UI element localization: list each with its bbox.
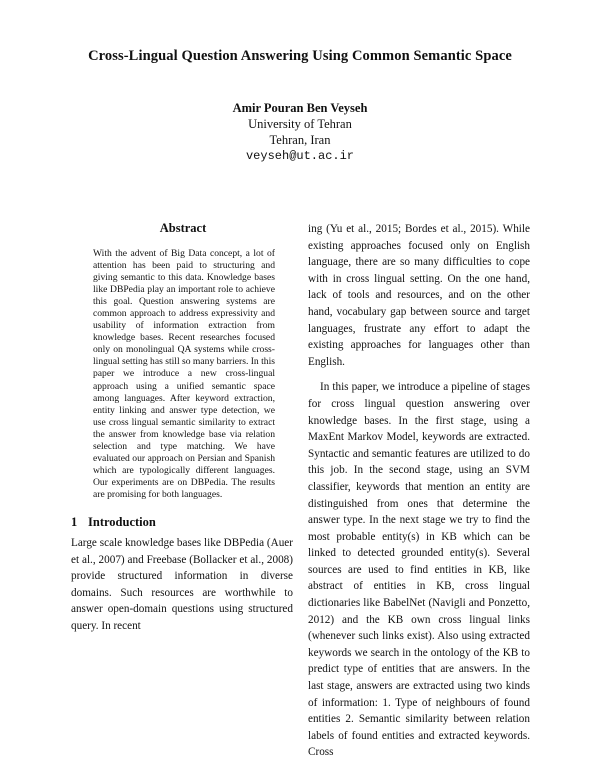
abstract-heading: Abstract xyxy=(159,221,207,235)
body-paragraph-continued: ing (Yu et al., 2015; Bordes et al., 2015). While existing approaches focused only on English language, there are so many difficulties to cope with in cross lingual setting. On the one hand, lack of tools and resources, and on the other hand, vocabulary gap between source and target languages, frustrate any effort to adapt the existing approaches for languages other than English. xyxy=(308,223,530,368)
author-block xyxy=(0,100,600,164)
paper-title: Cross-Lingual Question Answering Using Common Semantic Space xyxy=(88,48,512,64)
introduction-paragraph-1: Large scale knowledge bases like DBPedia (Auer et al., 2007) and Freebase (Bollacker et al., 2008) provide structured information in diverse domains. Such resources are worthwhile to answer open-domain questions using structured query. In recent xyxy=(71,537,293,632)
introduction-left-column xyxy=(71,535,293,635)
right-column xyxy=(308,221,530,761)
author-name: Amir Pouran Ben Veyseh xyxy=(232,101,368,115)
author-email: veyseh@ut.ac.ir xyxy=(245,149,355,163)
section-title: Introduction xyxy=(88,515,156,529)
body-paragraph-pipeline: In this paper, we introduce a pipeline of stages for cross lingual question answering over knowledge bases. In the first stage, using a MaxEnt Markov Model, keywords are extracted. Syntactic and semantic features are utilized to do this job. In the second stage, using an SVM classifier, keywords that mention an entity are distinguished from ones that determine the answer type. In the next stage we try to find the most probable entity(s) in KB which can be linked to detected grounded entity(s). Several sources are used to find entities in KB, like abstract of entities in KB, cross lingual dictionaries like BabelNet (Navigli and Ponzetto, 2012) and the KB own cross lingual links (whenever such links exist). Also using extracted keywords we search in the ontology of the KB to predict type of entities that are answers. In the last stage, answers are extracted using two kinds of information: 1. Type of neighbours of found entities 2. Semantic similarity between relation labels of found entities and extracted keywords. Cross xyxy=(308,381,530,759)
section-number: 1 xyxy=(71,515,78,529)
section-heading-introduction xyxy=(71,515,156,530)
author-location: Tehran, Iran xyxy=(269,133,331,147)
abstract-text: With the advent of Big Data concept, a lot of attention has been paid to structuring and giving semantic to this data. Knowledge bases like DBPedia play an important role to achieve this goal. Question answering systems are common approach to address expressivity and usability of information extraction from knowledge bases. Recent researches focused only on monolingual QA systems while cross-lingual setting has still so many barriers. In this paper we introduce a new cross-lingual approach using a unified semantic space among languages. After keyword extraction, entity linking and answer type detection, we use cross lingual semantic similarity to extract the answer from knowledge base via relation selection and type matching. We have evaluated our approach on Persian and Spanish which are typologically different languages. Our experiments are on DBPedia. The results are promising for both languages. xyxy=(93,248,275,500)
author-affiliation: University of Tehran xyxy=(248,117,352,131)
